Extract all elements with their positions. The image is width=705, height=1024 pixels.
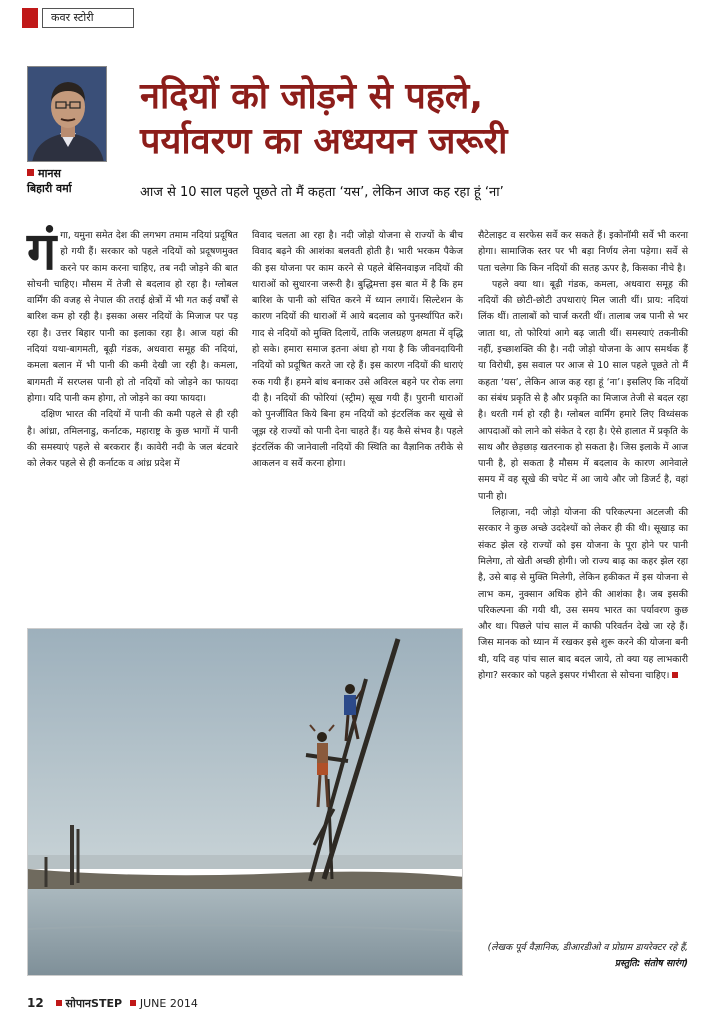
issue-month: JUNE 2014 bbox=[139, 997, 198, 1010]
headline bbox=[140, 74, 640, 164]
subheadline: आज से 10 साल पहले पूछते तो मैं कहता ‘यस’, लेकिन आज कह रहा हूं ‘ना’ bbox=[140, 185, 504, 200]
author-portrait-icon bbox=[28, 67, 107, 162]
section-tag: कवर स्टोरी bbox=[42, 8, 134, 28]
river-scene-icon bbox=[28, 629, 463, 976]
column-3 bbox=[478, 228, 688, 684]
paragraph: विवाद चलता आ रहा है। नदी जोड़ो योजना से राज्यों के बीच विवाद बढ़ने की आशंका बलवती होती है। भारी भरकम पैकेज की इस योजना पर काम करने से पहले बेसिनवाइज नदियों की धाराओं को सुधारना जरूरी है। बुद्धिमत्ता इस बात में है कि हम बारिश के पानी को संचित करने में ध्यान लगायें। सिल्टेशन के कारण नदियों की धाराओं में आये बदलाव को पुनर्स्थापित करें। गाद से नदियों को मुक्ति दिलायें, ताकि जलग्रहण क्षमता में वृद्धि हो सके। हमारा समाज इतना अंधा हो गया है कि जीवनदायिनी नदियों को प्रदूषित करते जा रहे हैं। इस कारण नदियों की धाराएं रुक गयी हैं। हमने बांध बनाकर उसे अविरल बहने पर रोक लगा दी है। नदियों की फोरियां (स्ट्रीम) सूख गयी हैं। पुरानी धाराओं को पुनर्जीवित किये बिना हम नदियों को इंटरलिंक कर सूखे से जूझ रहे राज्यों को पानी देना चाहते हैं। यह कैसे संभव है। पहले इंटरलिंक की जानेवाली नदियों की स्थिति का वैज्ञानिक तरीके से आकलन व सर्वे करना होगा। bbox=[252, 230, 463, 470]
credit-name: संतोष सारंग) bbox=[643, 958, 688, 970]
paragraph-text: लिहाजा, नदी जोड़ो योजना की परिकल्पना अटलजी की सरकार ने कुछ अच्छे उददेश्यों को लेकर ही की थी। सूखाड़ का संकट झेल रहे राज्यों को इस योजना के पूरा होने पर पानी मिलेगा, तो खेती अच्छी होगी। जो राज्य बाढ़ का कहर झेल रहा है, उसे बाढ़ से मुक्ति मिलेगी, लेकिन हकीकत में इस योजना से लाभ कम, नुक्सान अधिक होने की आशंका है। जब इसकी परिकल्पना की गयी थी, उस समय भारत का पर्यावरण कुछ और था। पिछले पांच साल में काफी परिवर्तन देखे जा रहे हैं। जिस मानक को ध्यान में रखकर इसे शुरू करने की योजना बनी थी, यदि वह पांच साल बाद बदल जाये, तो क्या यह लाभकारी होगा? सरकार को पहले इसपर गंभीरता से सोचना चाहिए। bbox=[478, 507, 688, 682]
river-photo bbox=[27, 628, 463, 976]
author-first-name: मानस bbox=[38, 167, 61, 180]
end-mark bbox=[672, 672, 678, 678]
paragraph bbox=[27, 221, 238, 407]
credit-text: (लेखक पूर्व वैज्ञानिक, डीआरडीओ व प्रोग्राम डायरेक्टर रहे हैं, bbox=[487, 942, 688, 953]
author-last-name: बिहारी वर्मा bbox=[27, 182, 72, 195]
footer-marker bbox=[130, 1000, 136, 1006]
paragraph bbox=[478, 505, 688, 684]
paragraph: सैटेलाइट व सरफेस सर्वे कर सकते हैं। इकोनॉमी सर्वे भी करना होगा। सामाजिक स्तर पर भी बड़ा निर्णय लेना पड़ेगा। सर्वे से पता चलेगा कि किन नदियों की सतह ऊपर है, किसका नीचे है। bbox=[478, 230, 688, 274]
column-1 bbox=[27, 221, 238, 472]
page-footer bbox=[27, 996, 198, 1011]
headline-line-2: पर्यावरण का अध्ययन जरूरी bbox=[140, 121, 508, 162]
author-photo bbox=[27, 66, 107, 162]
drop-cap: गं bbox=[27, 221, 57, 282]
paragraph-text: गा, यमुना समेत देश की लगभग तमाम नदियां प्रदूषित हो गयी हैं। सरकार को पहले नदियों को प्रदूषणमुक्त करने पर काम करना चाहिए, तब नदी जोड़ने की बात सोचनी चाहिए। मौसम में तेजी से बदलाव हो रहा है। ग्लोबल वार्मिंग की वजह से नेपाल की तराई क्षेत्रों में भी गत कई वर्षों से बारिश कम हो रही है। इसका असर नदियों के मिजाज पर पड़ रहा है। उत्तर बिहार पानी का इलाका रहा है। आज यहां की नदियां यथा-बागमती, बूढ़ी गंडक, अधवारा समूह की नदियां, कमला बलान में भी पानी की कमी देखी जा रही है। कमला, बागमती में सरप्लस पानी हो तो नदियों को जोड़ने का फायदा होगा। यदि पानी कम होगा, तो जोड़ने का क्या फायदा। bbox=[27, 230, 238, 404]
headline-line-1: नदियों को जोड़ने से पहले, bbox=[140, 76, 483, 117]
author-name bbox=[27, 166, 147, 196]
author-marker bbox=[27, 169, 34, 176]
author-credit bbox=[478, 940, 688, 973]
footer-marker bbox=[56, 1000, 62, 1006]
column-2 bbox=[252, 228, 463, 472]
section-marker bbox=[22, 8, 38, 28]
paragraph: दक्षिण भारत की नदियों में पानी की कमी पहले से ही रही है। आंध्रा, तमिलनाडु, कर्नाटक, महाराष्ट्र के कुछ भागों में पानी की समस्याएं पहले से बरकरार हैं। कावेरी नदी के जल बंटवारे को लेकर पहले से ही कर्नाटक व आंध्र प्रदेश में bbox=[27, 409, 238, 470]
credit-label: प्रस्तुति: bbox=[614, 958, 641, 970]
magazine-name: सोपानSTEP bbox=[65, 997, 123, 1010]
page-number: 12 bbox=[27, 996, 44, 1010]
paragraph: पहले क्या था। बूढ़ी गंडक, कमला, अधवारा समूह की नदियों की छोटी-छोटी उपधाराएं मिल जाती थीं। प्राय: नदियां लिंक थीं। तालाबों को चार्ज करती थीं। तालाब जब पानी से भर जाता था, तो फोरियां आगे बढ़ जाती थीं। समस्याएं तकनीकी नहीं, इच्छाशक्ति की है। नदी जोड़ो योजना के आप समर्थक हैं या विरोधी, इस सवाल पर आज से 10 साल पहले पूछते तो मैं कहता ‘यस’, लेकिन आज कह रहा हूं ‘ना’। इसलिए कि नदियों का संबंध प्रकृति से है और प्रकृति का मिजाज तेजी से बदल रहा है। धरती गर्म हो रही है। ग्लोबल वार्मिंग हमारे लिए विध्वंसक आपदाओं को लाने को संकेत दे रहा है। ऐसे हालात में प्रकृति के साथ और छेड़छाड़ खतरनाक हो सकता है। जिस इलाके में आज पानी है, हो सकता है मौसम में बदलाव के कारण आनेवाले समय में वह सूखे की चपेट में आ जाये और जो डिजर्ट है, वहां पानी हो। bbox=[478, 278, 688, 502]
